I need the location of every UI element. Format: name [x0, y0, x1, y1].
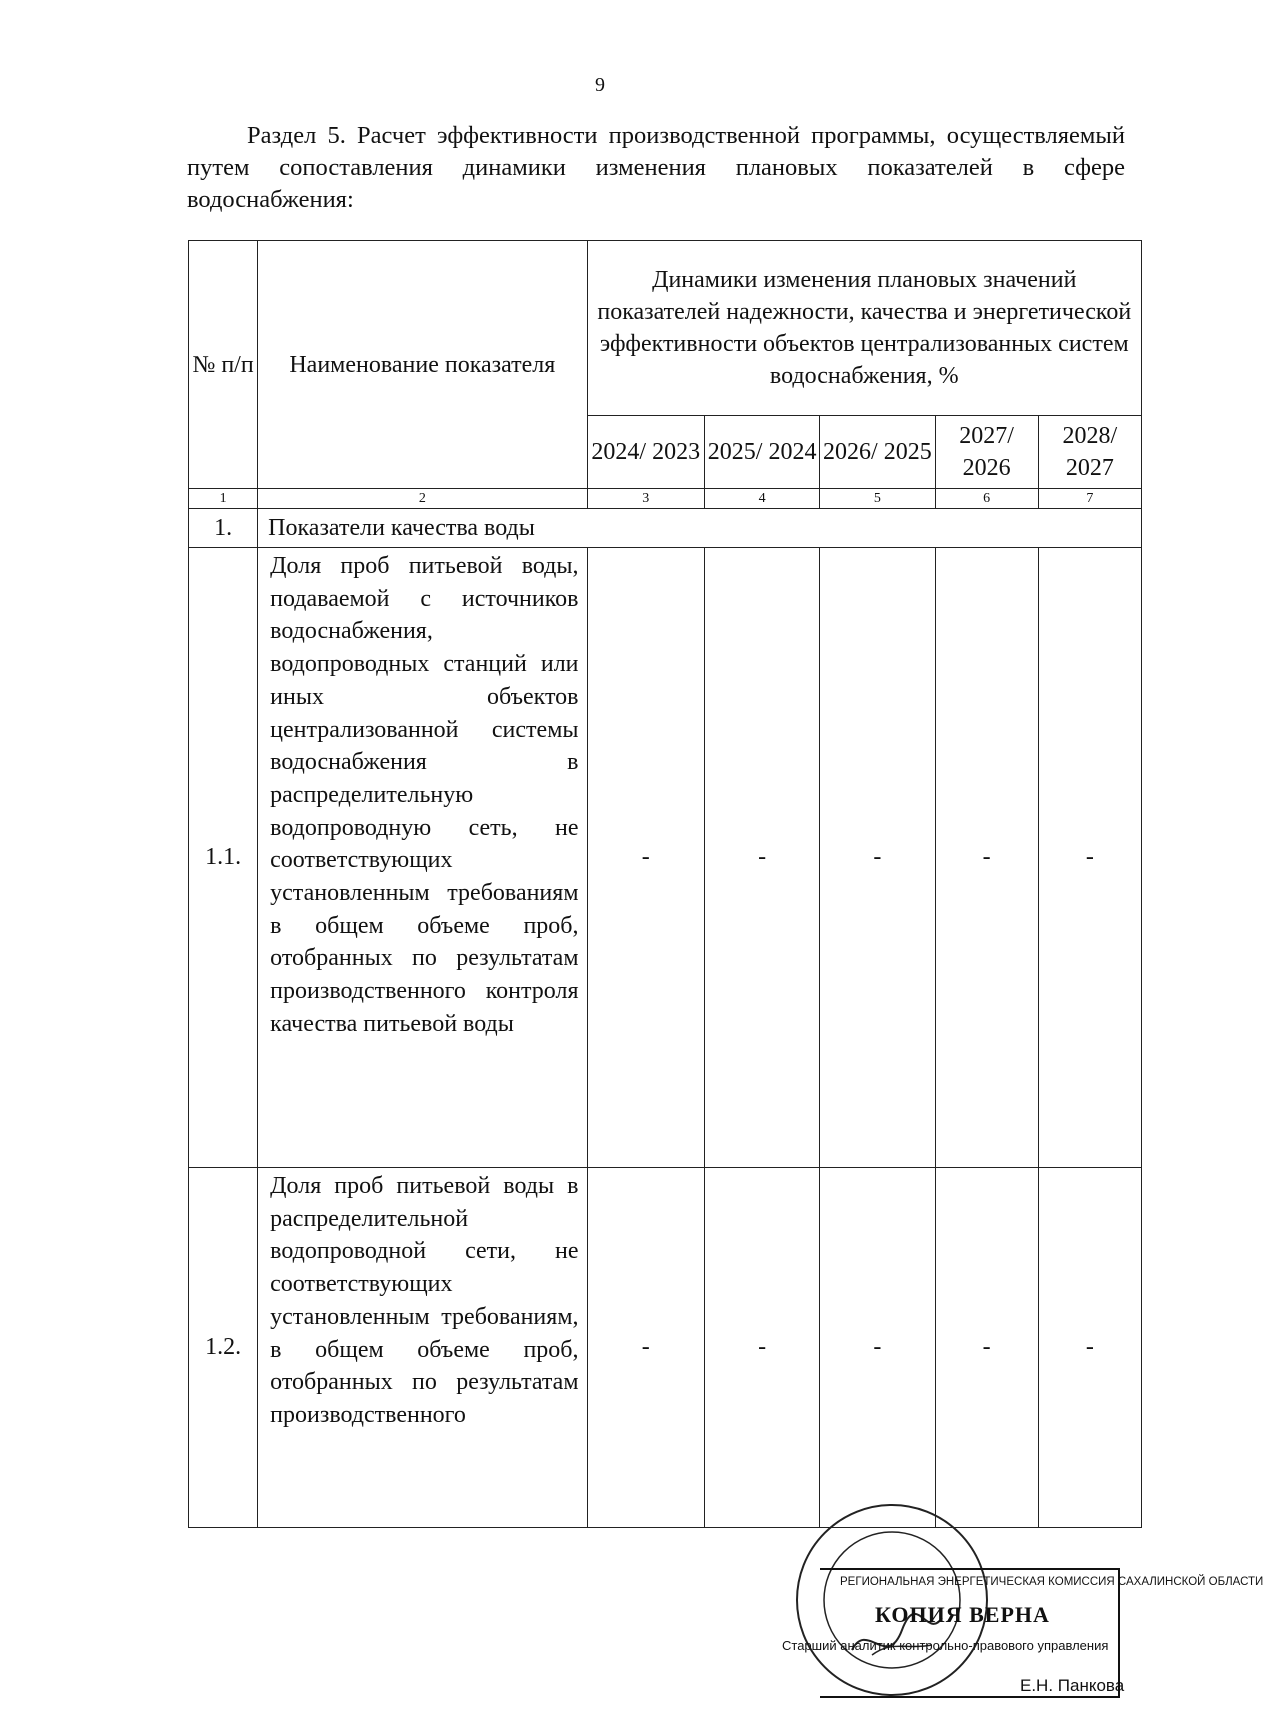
row-value: -	[1038, 1168, 1141, 1528]
header-year: 2024/ 2023	[587, 416, 704, 489]
official-seal-icon	[792, 1500, 992, 1700]
header-year: 2025/ 2024	[704, 416, 819, 489]
stamp-copy-mark: КОПИЯ ВЕРНА	[875, 1602, 1050, 1627]
efficiency-table	[188, 240, 1142, 1528]
stamp-signer: Е.Н. Панкова	[1020, 1676, 1125, 1695]
row-value: -	[587, 548, 704, 1168]
row-value: -	[1038, 548, 1141, 1168]
row-value: -	[935, 548, 1038, 1168]
row-number: 1.1.	[189, 548, 258, 1168]
section-row	[189, 509, 1142, 548]
row-value: -	[704, 548, 819, 1168]
column-number: 4	[704, 489, 819, 509]
column-number: 1	[189, 489, 258, 509]
header-year: 2028/ 2027	[1038, 416, 1141, 489]
row-value: -	[935, 1168, 1038, 1528]
column-number: 2	[258, 489, 587, 509]
row-indicator-name: Доля проб питьевой воды в распределительной водопроводной сети, не соответствующих установленным требованиям, в общем объеме проб, отобранных по результатам производственного	[258, 1168, 587, 1528]
row-number: 1.2.	[189, 1168, 258, 1528]
row-value: -	[820, 548, 935, 1168]
column-number: 7	[1038, 489, 1141, 509]
header-no: № п/п	[189, 241, 258, 489]
header-dynamics-group: Динамики изменения плановых значений показателей надежности, качества и энергетической эффективности объектов централизованных систем водоснабжения, %	[587, 241, 1141, 416]
stamp-organization: РЕГИОНАЛЬНАЯ ЭНЕРГЕТИЧЕСКАЯ КОМИССИЯ САХАЛИНСКОЙ ОБЛАСТИ	[840, 1576, 1263, 1588]
section-heading: Раздел 5. Расчет эффективности производственной программы, осуществляемый путем сопоставления динамики изменения плановых показателей в сфере водоснабжения:	[187, 122, 1125, 213]
section-number: 1.	[189, 509, 258, 548]
column-numbers-row	[189, 489, 1142, 509]
header-year: 2026/ 2025	[820, 416, 935, 489]
header-name: Наименование показателя	[258, 241, 587, 489]
table-row	[189, 548, 1142, 1168]
page-number: 9	[595, 74, 605, 96]
header-year: 2027/ 2026	[935, 416, 1038, 489]
section-title: Показатели качества воды	[258, 509, 1142, 548]
row-value: -	[820, 1168, 935, 1528]
row-value: -	[587, 1168, 704, 1528]
row-value: -	[704, 1168, 819, 1528]
certification-stamp	[780, 1500, 1263, 1700]
row-indicator-name: Доля проб питьевой воды, подаваемой с источников водоснабжения, водопроводных станций или иных объектов централизованной системы водоснабжения в распределительную водопроводную сеть, не соответствующих установленным требованиям в общем объеме проб, отобранных по результатам производственного контроля качества питьевой воды	[258, 548, 587, 1168]
column-number: 6	[935, 489, 1038, 509]
table-row	[189, 1168, 1142, 1528]
stamp-position: Старший аналитик контрольно-правового управления	[782, 1638, 1109, 1653]
column-number: 3	[587, 489, 704, 509]
column-number: 5	[820, 489, 935, 509]
